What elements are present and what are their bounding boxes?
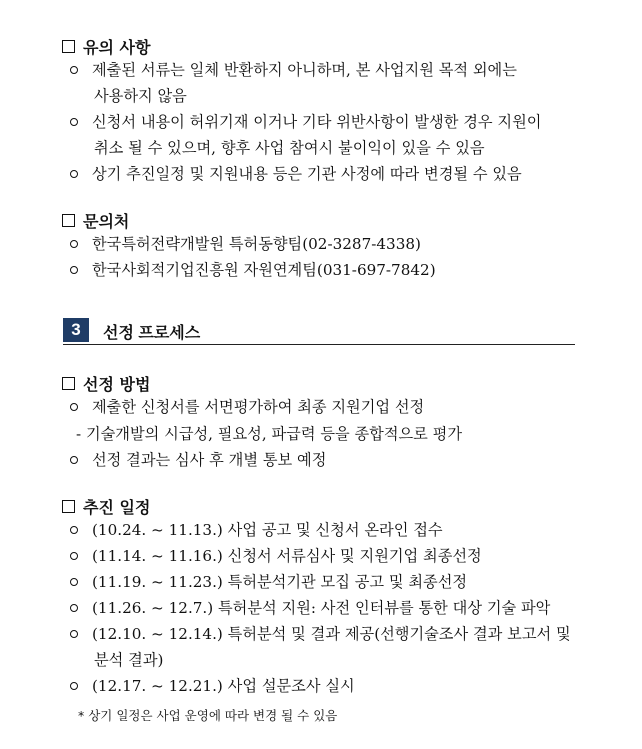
schedule-heading <box>62 495 150 518</box>
circle-bullet-icon <box>70 552 78 560</box>
circle-bullet-icon <box>70 66 78 74</box>
circle-bullet-icon <box>70 403 78 411</box>
checkbox-square-icon <box>62 214 75 227</box>
section-title: 선정 프로세스 <box>103 325 201 342</box>
checkbox-square-icon <box>62 40 75 53</box>
circle-bullet-icon <box>70 170 78 178</box>
schedule-title: 추진 일정 <box>83 498 151 517</box>
schedule-text: (12.10. ~ 12.14.) 특허분석 및 결과 제공(선행기술조사 결과 보고서 및 <box>92 625 571 643</box>
contact-heading <box>62 209 129 232</box>
contact-title: 문의처 <box>83 212 130 231</box>
list-item-text: 제출된 서류는 일체 반환하지 아니하며, 본 사업지원 목적 외에는 <box>92 61 517 79</box>
schedule-text: (11.26. ~ 12.7.) 특허분석 지원: 사전 인터뷰를 통한 대상 기술 파악 <box>92 599 551 617</box>
schedule-item-continuation: 분석 결과) <box>94 651 164 669</box>
sub-list-item: - 기술개발의 시급성, 필요성, 파급력 등을 종합적으로 평가 <box>76 425 463 443</box>
schedule-text: (12.17. ~ 12.21.) 사업 설문조사 실시 <box>92 677 355 695</box>
circle-bullet-icon <box>70 682 78 690</box>
list-item-text: 선정 결과는 심사 후 개별 통보 예정 <box>92 451 327 469</box>
circle-bullet-icon <box>70 118 78 126</box>
list-item-text: 제출한 신청서를 서면평가하여 최종 지원기업 선정 <box>92 398 425 416</box>
section-number-badge: 3 <box>63 318 89 342</box>
checkbox-square-icon <box>62 500 75 513</box>
contact-text: 한국특허전략개발원 특허동향팀(02-3287-4338) <box>92 235 421 253</box>
list-item-continuation: 사용하지 않음 <box>94 87 187 105</box>
schedule-item <box>70 624 571 644</box>
list-item <box>70 164 522 184</box>
schedule-item <box>70 520 443 540</box>
list-item <box>70 450 326 470</box>
list-item <box>70 112 541 132</box>
list-item-text: 상기 추진일정 및 지원내용 등은 기관 사정에 따라 변경될 수 있음 <box>92 165 522 183</box>
notes-title: 유의 사항 <box>83 38 151 57</box>
circle-bullet-icon <box>70 456 78 464</box>
checkbox-square-icon <box>62 377 75 390</box>
circle-bullet-icon <box>70 266 78 274</box>
schedule-footnote: * 상기 일정은 사업 운영에 따라 변경 될 수 있음 <box>78 708 338 723</box>
schedule-text: (11.14. ~ 11.16.) 신청서 서류심사 및 지원기업 최종선정 <box>92 547 482 565</box>
list-item-text: 신청서 내용이 허위기재 이거나 기타 위반사항이 발생한 경우 지원이 <box>92 113 542 131</box>
circle-bullet-icon <box>70 630 78 638</box>
list-item <box>70 60 517 80</box>
list-item-continuation: 취소 될 수 있으며, 향후 사업 참여시 불이익이 있을 수 있음 <box>94 139 485 157</box>
schedule-text: (10.24. ~ 11.13.) 사업 공고 및 신청서 온라인 접수 <box>92 521 443 539</box>
section-header <box>63 316 575 345</box>
schedule-text: (11.19. ~ 11.23.) 특허분석기관 모집 공고 및 최종선정 <box>92 573 468 591</box>
contact-item <box>70 260 436 280</box>
list-item <box>70 397 424 417</box>
method-title: 선정 방법 <box>83 375 151 394</box>
method-heading <box>62 372 150 395</box>
circle-bullet-icon <box>70 604 78 612</box>
schedule-item <box>70 546 482 566</box>
contact-item <box>70 234 421 254</box>
schedule-item <box>70 572 467 592</box>
notes-heading <box>62 35 150 58</box>
schedule-item <box>70 676 355 696</box>
schedule-item <box>70 598 550 618</box>
circle-bullet-icon <box>70 526 78 534</box>
contact-text: 한국사회적기업진흥원 자원연계팀(031-697-7842) <box>92 261 436 279</box>
circle-bullet-icon <box>70 578 78 586</box>
circle-bullet-icon <box>70 240 78 248</box>
